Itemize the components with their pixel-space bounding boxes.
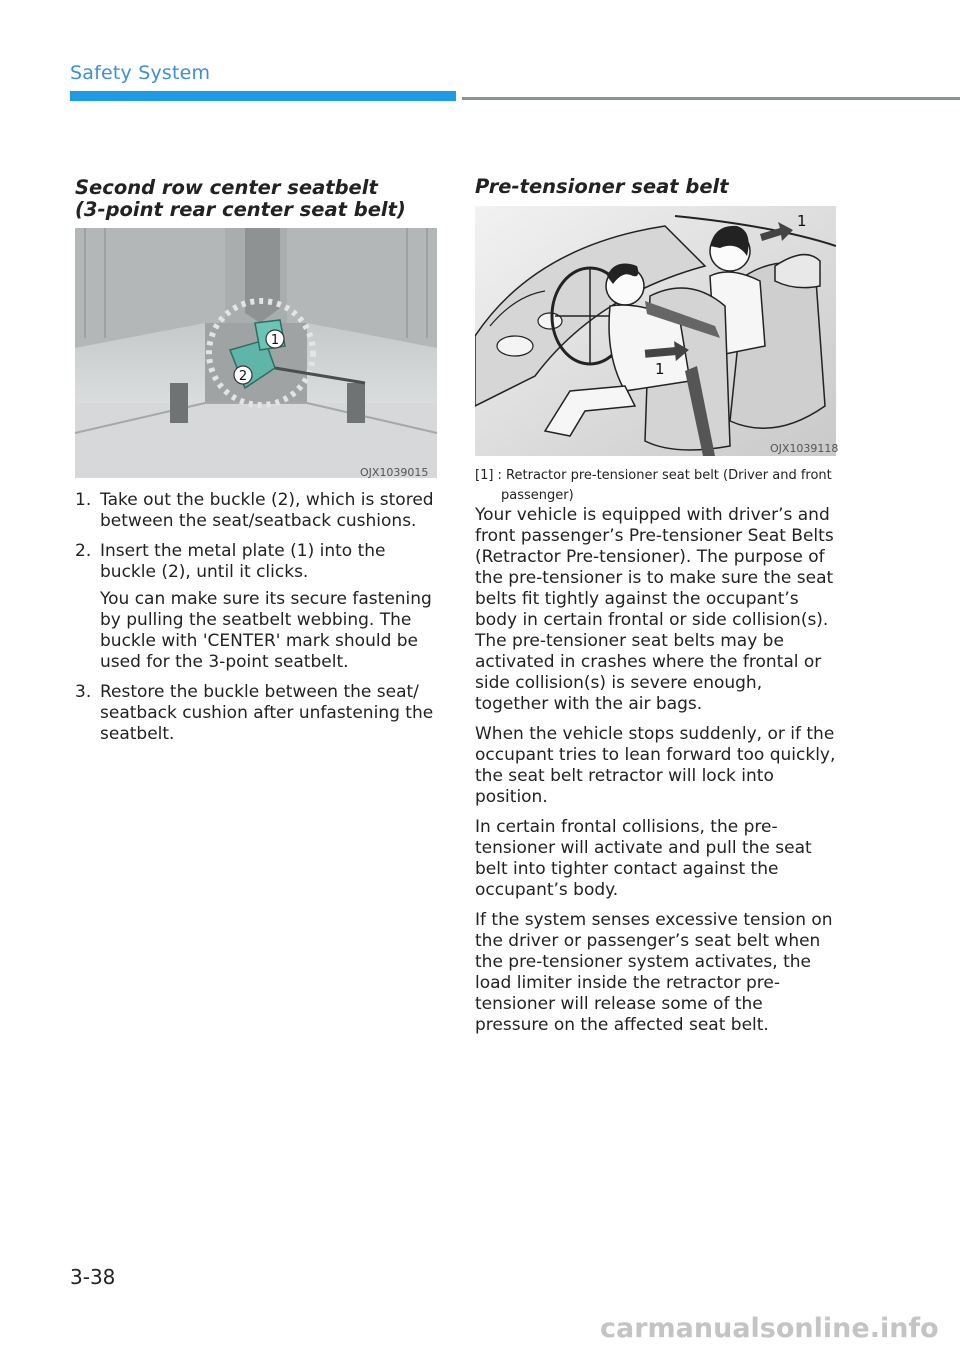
step-number: 2. <box>75 541 92 561</box>
figure-label-2: 2 <box>238 369 248 384</box>
step-text: Insert the metal plate (1) into the buckle (2), until it clicks. <box>100 541 386 582</box>
header-rule <box>462 97 960 100</box>
left-heading-line1: Second row center seatbelt <box>75 176 378 199</box>
caption-text: [1] : Retractor pre-tensioner seat belt (Driver and front passenger) <box>475 468 832 503</box>
list-item <box>75 490 445 532</box>
instruction-list <box>75 490 445 754</box>
right-figure-code: OJX1039118 <box>770 442 839 455</box>
list-item <box>75 682 445 745</box>
paragraph: If the system senses excessive tension on the driver or passenger’s seat belt when the pre-tensioner system activates, the load limiter inside the retractor pre-tensioner will release some of the pressure on the affected seat belt. <box>475 910 833 1035</box>
pretensioner-illustration <box>475 206 839 456</box>
figure-label-1: 1 <box>270 333 280 348</box>
body-text <box>475 505 840 1045</box>
section-title: Safety System <box>70 62 211 84</box>
header-rule-accent <box>70 91 456 101</box>
figure-label-1a: 1 <box>655 360 665 378</box>
rear-center-seatbelt-figure <box>75 228 437 478</box>
step-text: Restore the buckle between the seat/ seatback cushion after unfastening the seatbelt. <box>100 682 434 744</box>
left-figure-code: OJX1039015 <box>360 466 429 479</box>
step-2-note: You can make sure its secure fastening by pulling the seatbelt webbing. The buckle with 'CENTER' mark should be used for the 3-point seatbelt. <box>100 589 432 672</box>
buckle-illustration <box>75 228 437 478</box>
paragraph: Your vehicle is equipped with driver’s and front passenger’s Pre-tensioner Seat Belts (Retractor Pre-tensioner). The purpose of the pre-tensioner is to make sure the seat belts fit tightly against the occupant’s body in certain frontal or side collision(s). The pre-tensioner seat belts may be activated in crashes where the frontal or side collision(s) is severe enough, together with the air bags. <box>475 505 834 714</box>
watermark: carmanualsonline.info <box>600 1313 939 1344</box>
page-number: 3-38 <box>70 1265 116 1289</box>
paragraph: When the vehicle stops suddenly, or if the occupant tries to lean forward too quickly, the seat belt retractor will lock into position. <box>475 724 836 807</box>
paragraph: In certain frontal collisions, the pre-tensioner will activate and pull the seat belt into tighter contact against the occupant’s body. <box>475 817 812 900</box>
step-number: 1. <box>75 490 92 510</box>
step-text: Take out the buckle (2), which is stored between the seat/seatback cushions. <box>100 490 434 531</box>
left-heading <box>75 177 455 221</box>
list-item <box>75 541 445 583</box>
step-number: 3. <box>75 682 92 702</box>
figure-caption <box>475 466 845 506</box>
pretensioner-figure <box>475 206 839 456</box>
right-heading: Pre-tensioner seat belt <box>475 175 729 198</box>
figure-label-1b: 1 <box>797 212 807 230</box>
left-heading-line2: (3-point rear center seat belt) <box>75 198 406 221</box>
